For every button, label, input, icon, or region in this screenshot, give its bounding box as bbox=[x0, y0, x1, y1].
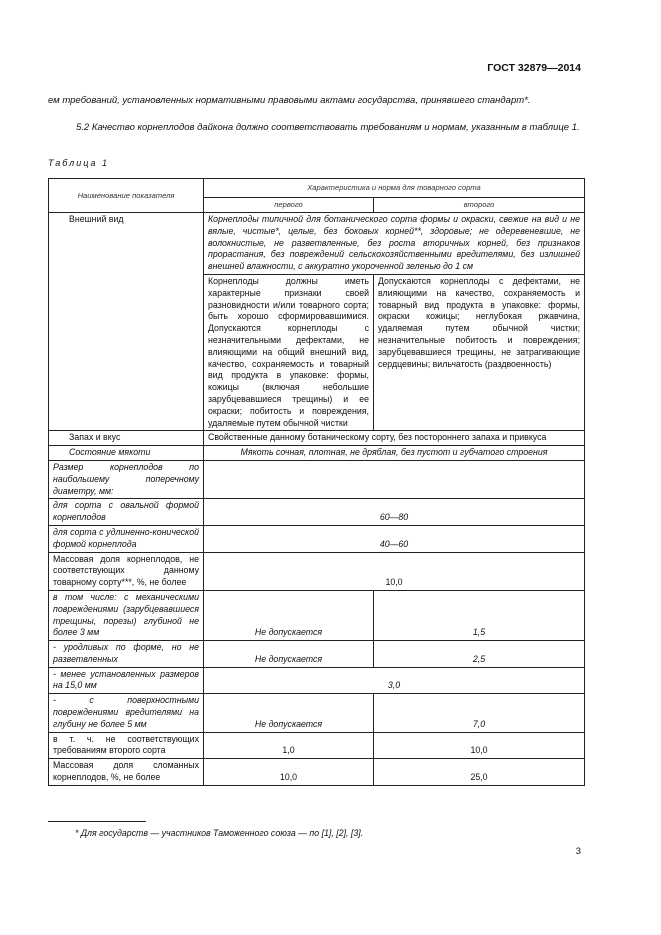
row-elongated-value: 40—60 bbox=[204, 525, 585, 552]
row-mechanical-first: Не допускается bbox=[204, 590, 374, 640]
row-mass-name: Массовая доля корнеплодов, не соответствующих данному товарному сорту***, %, не более bbox=[49, 552, 204, 590]
row-mechanical-second: 1,5 bbox=[374, 590, 585, 640]
standard-number: ГОСТ 32879—2014 bbox=[487, 62, 581, 74]
row-size-value bbox=[204, 460, 585, 498]
row-second-grade-second: 10,0 bbox=[374, 732, 585, 759]
row-broken-second: 25,0 bbox=[374, 759, 585, 786]
header-second-grade: второго bbox=[374, 198, 585, 213]
row-smell-value: Свойственные данному ботаническому сорту, без постороннего запаха и привкуса bbox=[204, 431, 585, 446]
row-second-grade-first: 1,0 bbox=[204, 732, 374, 759]
row-pest-second: 7,0 bbox=[374, 694, 585, 732]
row-pulp-label: Состояние мякоти bbox=[69, 447, 151, 458]
row-appearance-common: Корнеплоды типичной для ботанического сорта формы и окраски, свежие на вид и не вялые, чистые*, целые, без боковых корней**, здоровые; не одеревеневшие, не волокнистые, не разветвленные, без роста вторичных корней, без признаков прорастания, без повреждений сельскохозяйственными вредителями, без излишней внешней влажности, с аккуратно укороченной зеленью до 1 см bbox=[204, 213, 585, 275]
row-undersize-name: - менее установленных размеров на 15,0 мм bbox=[49, 667, 204, 694]
row-smell-label: Запах и вкус bbox=[69, 432, 121, 443]
row-pulp-value: Мякоть сочная, плотная, не дряблая, без пустот и губчатого строения bbox=[204, 446, 585, 461]
row-appearance-second: Допускаются корнеплоды с дефектами, не влияющими на качество, сохраняемость и товарный вид продукта в упаковке: формы, окраски кожицы; неглубокая ржавчина, удаляемая путем обычной чистки; незначительные побитость и повреждения; зарубцевавшиеся трещины, не затрагивающие сердцевины; вильчатость (раздвоенность) bbox=[374, 274, 585, 430]
row-deformed-name: - уродливых по форме, но не разветвленных bbox=[49, 641, 204, 668]
row-mass-value: 10,0 bbox=[204, 552, 585, 590]
row-undersize-value: 3,0 bbox=[204, 667, 585, 694]
row-deformed-second: 2,5 bbox=[374, 641, 585, 668]
row-appearance-label: Внешний вид bbox=[69, 214, 124, 224]
footnote-divider bbox=[48, 821, 146, 822]
row-oval-name: для сорта с овальной формой корнеплодов bbox=[49, 499, 204, 526]
table-caption: Таблица 1 bbox=[48, 158, 110, 168]
row-elongated-name: для сорта с удлиненно-конической формой корнеплода bbox=[49, 525, 204, 552]
row-second-grade-name: в т. ч. не соответствующих требованиям второго сорта bbox=[49, 732, 204, 759]
row-broken-name: Массовая доля сломанных корнеплодов, %, не более bbox=[49, 759, 204, 786]
row-oval-value: 60—80 bbox=[204, 499, 585, 526]
footnote: * Для государств — участников Таможенного союза — по [1], [2], [3]. bbox=[75, 828, 364, 838]
row-mechanical-name: в том числе: с механическими повреждениями (зарубцевавшиеся трещины, порезы) глубиной не более 3 мм bbox=[49, 590, 204, 640]
row-pest-name: - с поверхностными повреждениями вредителями на глубину не более 5 мм bbox=[49, 694, 204, 732]
intro-paragraph-1: ем требований, установленных нормативными правовыми актами государства, принявшего стандарт*. bbox=[48, 95, 531, 106]
header-characteristic: Характеристика и норма для товарного сорта bbox=[204, 179, 585, 198]
row-appearance-name bbox=[49, 213, 204, 431]
header-indicator-name: Наименование показателя bbox=[49, 179, 204, 213]
row-appearance-first: Корнеплоды должны иметь характерные признаки своей разновидности и/или товарного сорта; быть хорошо сформировавшимися. Допускаются корнеплоды с незначительными дефектами, не влияющими на общий внешний вид, качество, сохраняемость и товарный вид продукта в упаковке: формы, кожицы (включая небольшие зарубцевавшиеся трещины) и ее окраски; побитость и повреждения, удаляемые путем обычной чистки bbox=[204, 274, 374, 430]
row-pulp-name bbox=[49, 446, 204, 461]
row-broken-first: 10,0 bbox=[204, 759, 374, 786]
row-deformed-first: Не допускается bbox=[204, 641, 374, 668]
page-number: 3 bbox=[575, 846, 581, 857]
header-first-grade: первого bbox=[204, 198, 374, 213]
intro-paragraph-2 bbox=[48, 121, 584, 134]
row-pest-first: Не допускается bbox=[204, 694, 374, 732]
row-smell-name bbox=[49, 431, 204, 446]
quality-table bbox=[48, 178, 585, 786]
row-size-name: Размер корнеплодов по наибольшему поперечному диаметру, мм: bbox=[49, 460, 204, 498]
intro-paragraph-2-text: 5.2 Качество корнеплодов дайкона должно соответствовать требованиям и нормам, указанным в таблице 1. bbox=[76, 122, 580, 133]
